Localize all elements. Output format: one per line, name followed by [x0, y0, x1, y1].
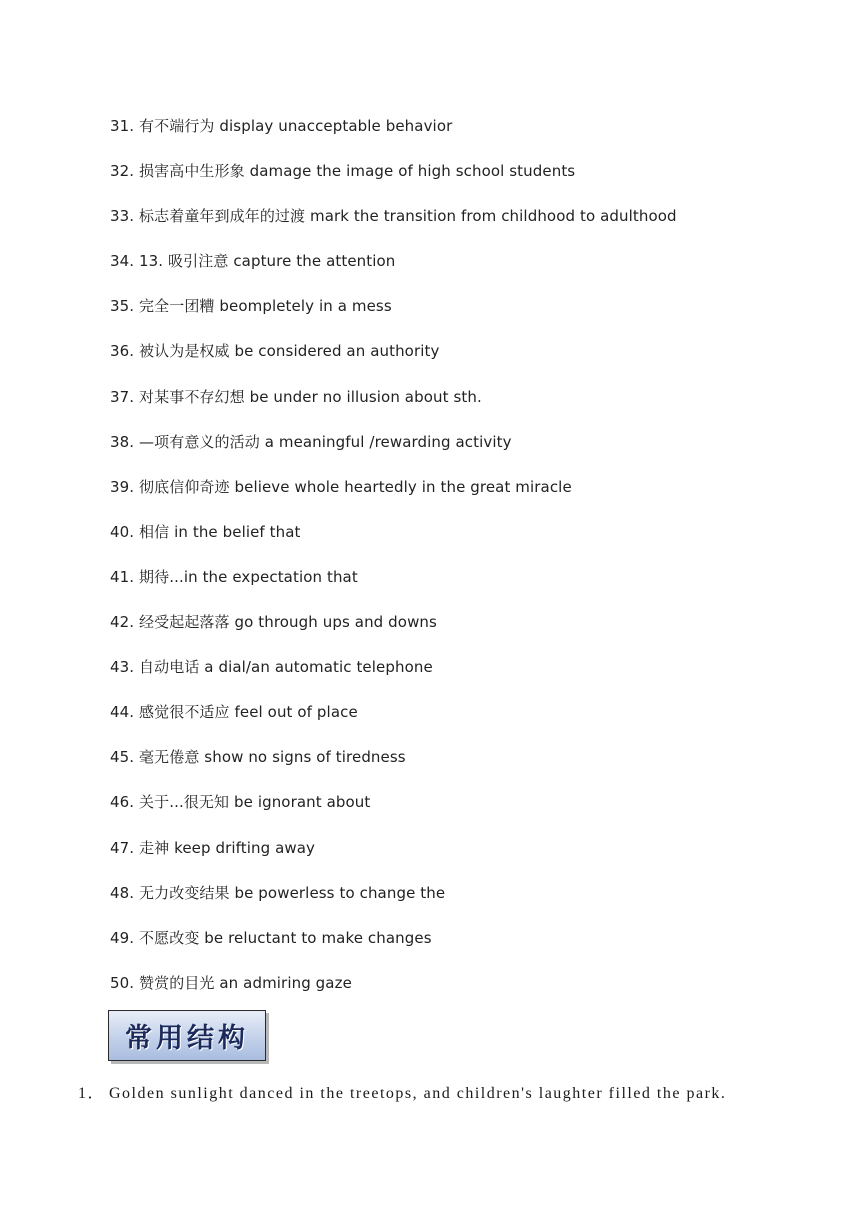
phrase-item: 44. 感觉很不适应 feel out of place — [110, 703, 358, 722]
phrase-list — [110, 114, 677, 1016]
phrase-item: 47. 走神 keep drifting away — [110, 838, 316, 857]
phrase-item: 40. 相信 in the belief that — [110, 522, 301, 541]
phrase-item: 41. 期待...in the expectation that — [110, 567, 358, 586]
sentence-number: 1． — [78, 1085, 106, 1102]
phrase-item: 32. 损害高中生形象 damage the image of high school students — [110, 162, 576, 181]
sentence-item — [78, 1081, 726, 1107]
phrase-item: 33. 标志着童年到成年的过渡 mark the transition from childhood to adulthood — [110, 207, 677, 226]
sentence-list — [78, 1081, 726, 1107]
phrase-item: 36. 被认为是权威 be considered an authority — [110, 342, 440, 361]
phrase-item: 46. 关于...很无知 be ignorant about — [110, 793, 371, 812]
phrase-item: 38. —项有意义的活动 a meaningful /rewarding activity — [110, 432, 512, 451]
phrase-item: 49. 不愿改变 be reluctant to make changes — [110, 928, 432, 947]
sentence-text: Golden sunlight danced in the treetops, and children's laughter filled the park. — [109, 1085, 727, 1102]
section-heading-label: 常用结构 — [125, 1023, 249, 1054]
phrase-item: 42. 经受起起落落 go through ups and downs — [110, 613, 437, 632]
section-heading-badge — [108, 1010, 266, 1061]
phrase-item: 39. 彻底信仰奇迹 believe whole heartedly in the great miracle — [110, 477, 572, 496]
phrase-item: 35. 完全一团糟 beompletely in a mess — [110, 297, 392, 316]
phrase-item: 48. 无力改变结果 be powerless to change the — [110, 883, 446, 902]
phrase-item: 45. 毫无倦意 show no signs of tiredness — [110, 748, 406, 767]
phrase-item: 50. 赞赏的目光 an admiring gaze — [110, 973, 352, 992]
phrase-item: 34. 13. 吸引注意 capture the attention — [110, 252, 396, 271]
phrase-item: 31. 有不端行为 display unacceptable behavior — [110, 117, 453, 135]
phrase-item: 43. 自动电话 a dial/an automatic telephone — [110, 658, 433, 677]
phrase-item: 37. 对某事不存幻想 be under no illusion about sth. — [110, 387, 482, 406]
